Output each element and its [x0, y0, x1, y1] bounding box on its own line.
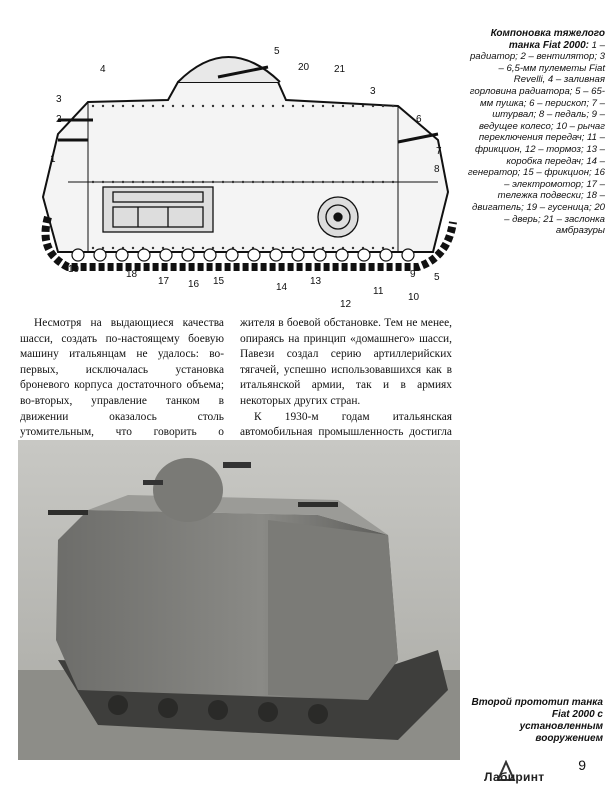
drive-wheel — [318, 197, 358, 237]
callout-label: 6 — [416, 114, 422, 125]
labyrinth-logo-text: Лабиринт — [484, 770, 545, 784]
callout-label: 1 — [50, 154, 56, 165]
tank-cutaway-diagram — [18, 22, 458, 310]
callout-label: 12 — [340, 299, 352, 310]
callout-label: 18 — [126, 269, 138, 280]
tank-photo — [18, 440, 460, 760]
callout-label: 8 — [434, 164, 440, 175]
page-number: 9 — [578, 757, 586, 773]
callout-label: 19 — [68, 264, 80, 275]
engine-block — [103, 187, 213, 232]
callout-label: 5 — [274, 46, 280, 57]
callout-label: 13 — [310, 276, 322, 287]
callout-label: 2 — [56, 114, 62, 125]
paragraph: жителя в боевой обстановке. Тем не менее, опираясь на принцип «домашнего» шасси, Павези создал серию артиллерийских тягачей, успешно использовавшихся как в итальянской армии, так и в армиях некоторых других стран. — [240, 317, 452, 407]
callout-label: 7 — [436, 146, 442, 157]
callout-label: 10 — [408, 292, 420, 303]
photo-caption: Второй прототип танка Fiat 2000 с установленным вооружением — [471, 697, 603, 744]
callout-label: 3 — [56, 94, 62, 105]
callout-label: 21 — [334, 64, 346, 75]
callout-label: 9 — [410, 269, 416, 280]
callout-label: 14 — [276, 282, 288, 293]
callout-label: 5 — [434, 272, 440, 283]
legend-title: Компоновка тяжелого танка Fiat 2000: — [490, 28, 605, 51]
callout-label: 3 — [370, 86, 376, 97]
paragraph: Несмотря на выдающиеся качества шасси, создать по-настоящему боевую машину итальянцам не удалось: во-первых, исключалась установка броневого корпуса достаточного объема; во-вторых, управление танком в движении оказалось столь утомительным, что говорить о — [20, 317, 224, 439]
callout-label: 11 — [373, 286, 384, 297]
callout-label: 15 — [213, 276, 225, 287]
paragraph: К 1930-м годам итальянская автомобильная промышленность достигла — [240, 410, 452, 439]
callout-label: 4 — [100, 64, 106, 75]
callout-label: 16 — [188, 279, 200, 290]
diagram-legend — [465, 28, 605, 237]
callout-label: 20 — [298, 62, 310, 73]
legend-body: 1 – радиатор; 2 – вентилятор; 3 – 6,5-мм пулеметы Fiat Revelli, 4 – заливная горловина радиатора; 5 – 65-мм пушка; 6 – перископ; 7 – штурвал; 8 – педаль; 9 – ведущее колесо; 10 – рычаг переключения передач; 11 – фрикцион, 12 – тормоз; 13 – коробка передач; 14 – генератор; 15 – фрикцион; 16 – электромотор; 17 – тележка подвески; 18 – двигатель; 19 – гусеница; 20 – дверь; 21 – заслонка амбразуры — [467, 39, 605, 237]
callout-label: 17 — [158, 276, 170, 287]
